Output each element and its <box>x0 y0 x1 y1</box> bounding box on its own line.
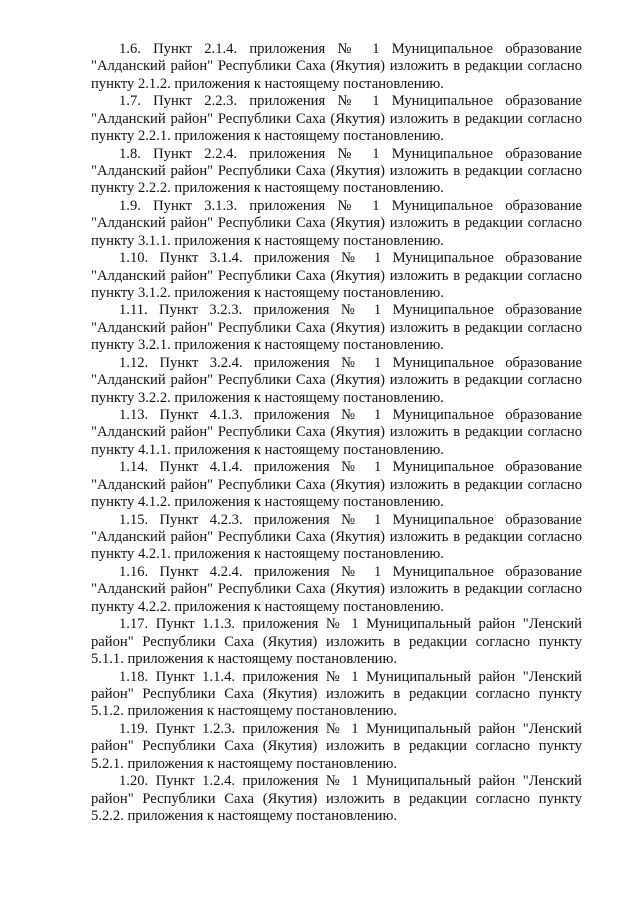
paragraph-line: район" Республики Саха (Якутия) изложить в редакции согласно пункту <box>91 685 582 702</box>
paragraph-line: "Алданский район" Республики Саха (Якутия) изложить в редакции согласно <box>91 162 582 179</box>
paragraph-line: 5.2.2. приложения к настоящему постановлению. <box>91 807 397 824</box>
paragraph-line: "Алданский район" Республики Саха (Якутия) изложить в редакции согласно <box>91 424 582 441</box>
paragraph-line: "Алданский район" Республики Саха (Якутия) изложить в редакции согласно <box>91 529 582 546</box>
paragraph <box>91 407 582 459</box>
paragraph-line: 1.8. Пункт 2.2.4. приложения № 1 Муниципальное образование <box>119 145 582 162</box>
paragraph-line: "Алданский район" Республики Саха (Якутия) изложить в редакции согласно <box>91 581 582 598</box>
paragraph-line: 1.11. Пункт 3.2.3. приложения № 1 Муниципальное образование <box>119 302 582 319</box>
paragraph-line: 1.13. Пункт 4.1.3. приложения № 1 Муниципальное образование <box>119 407 582 424</box>
paragraph-line: 1.14. Пункт 4.1.4. приложения № 1 Муниципальное образование <box>119 459 582 476</box>
paragraph-line: "Алданский район" Республики Саха (Якутия) изложить в редакции согласно <box>91 267 582 284</box>
paragraph-line: 1.18. Пункт 1.1.4. приложения № 1 Муниципальный район "Ленский <box>119 668 582 685</box>
paragraph-line: 1.20. Пункт 1.2.4. приложения № 1 Муниципальный район "Ленский <box>119 773 582 790</box>
paragraph-line: 1.17. Пункт 1.1.3. приложения № 1 Муниципальный район "Ленский <box>119 616 582 633</box>
paragraph <box>91 721 582 773</box>
paragraph <box>91 198 582 250</box>
paragraph-line: "Алданский район" Республики Саха (Якутия) изложить в редакции согласно <box>91 319 582 336</box>
paragraph-line: 1.16. Пункт 4.2.4. приложения № 1 Муниципальное образование <box>119 563 582 580</box>
paragraph-line: пункту 4.1.1. приложения к настоящему постановлению. <box>91 441 444 458</box>
paragraph-line: "Алданский район" Республики Саха (Якутия) изложить в редакции согласно <box>91 58 582 75</box>
paragraph-line: пункту 4.2.2. приложения к настоящему постановлению. <box>91 598 444 615</box>
paragraph <box>91 146 582 198</box>
paragraph-line: 5.1.1. приложения к настоящему постановлению. <box>91 651 397 668</box>
paragraph-line: "Алданский район" Республики Саха (Якутия) изложить в редакции согласно <box>91 372 582 389</box>
paragraph-line: 1.10. Пункт 3.1.4. приложения № 1 Муниципальное образование <box>119 250 582 267</box>
paragraph <box>91 459 582 511</box>
paragraph <box>91 41 582 93</box>
paragraph-line: пункту 3.1.2. приложения к настоящему постановлению. <box>91 284 444 301</box>
paragraph-line: пункту 3.2.2. приложения к настоящему постановлению. <box>91 389 444 406</box>
paragraph-line: пункту 2.2.1. приложения к настоящему постановлению. <box>91 128 444 145</box>
paragraph <box>91 93 582 145</box>
paragraph-line: 1.12. Пункт 3.2.4. приложения № 1 Муниципальное образование <box>119 354 582 371</box>
paragraph <box>91 512 582 564</box>
paragraph-line: 1.7. Пункт 2.2.3. приложения № 1 Муниципальное образование <box>119 93 582 110</box>
paragraph <box>91 355 582 407</box>
paragraph-line: пункту 4.1.2. приложения к настоящему постановлению. <box>91 494 444 511</box>
paragraph-line: "Алданский район" Республики Саха (Якутия) изложить в редакции согласно <box>91 110 582 127</box>
paragraph-line: район" Республики Саха (Якутия) изложить в редакции согласно пункту <box>91 633 582 650</box>
paragraph-line: 5.1.2. приложения к настоящему постановлению. <box>91 703 397 720</box>
paragraph-line: пункту 4.2.1. приложения к настоящему постановлению. <box>91 546 444 563</box>
paragraph <box>91 669 582 721</box>
paragraph-line: 1.15. Пункт 4.2.3. приложения № 1 Муниципальное образование <box>119 511 582 528</box>
paragraph-line: пункту 2.1.2. приложения к настоящему постановлению. <box>91 75 444 92</box>
paragraph <box>91 302 582 354</box>
paragraph-line: район" Республики Саха (Якутия) изложить в редакции согласно пункту <box>91 738 582 755</box>
paragraph-line: район" Республики Саха (Якутия) изложить в редакции согласно пункту <box>91 790 582 807</box>
paragraph-line: "Алданский район" Республики Саха (Якутия) изложить в редакции согласно <box>91 476 582 493</box>
paragraph-line: пункту 2.2.2. приложения к настоящему постановлению. <box>91 180 444 197</box>
paragraph <box>91 773 582 825</box>
paragraph-line: 1.19. Пункт 1.2.3. приложения № 1 Муниципальный район "Ленский <box>119 720 582 737</box>
paragraph <box>91 616 582 668</box>
paragraph-line: пункту 3.1.1. приложения к настоящему постановлению. <box>91 232 444 249</box>
document-body <box>91 41 582 825</box>
paragraph-line: пункту 3.2.1. приложения к настоящему постановлению. <box>91 337 444 354</box>
paragraph-line: "Алданский район" Республики Саха (Якутия) изложить в редакции согласно <box>91 215 582 232</box>
paragraph <box>91 250 582 302</box>
paragraph-line: 1.6. Пункт 2.1.4. приложения № 1 Муниципальное образование <box>119 41 582 57</box>
paragraph-line: 1.9. Пункт 3.1.3. приложения № 1 Муниципальное образование <box>119 197 582 214</box>
paragraph <box>91 564 582 616</box>
paragraph-line: 5.2.1. приложения к настоящему постановлению. <box>91 755 397 772</box>
